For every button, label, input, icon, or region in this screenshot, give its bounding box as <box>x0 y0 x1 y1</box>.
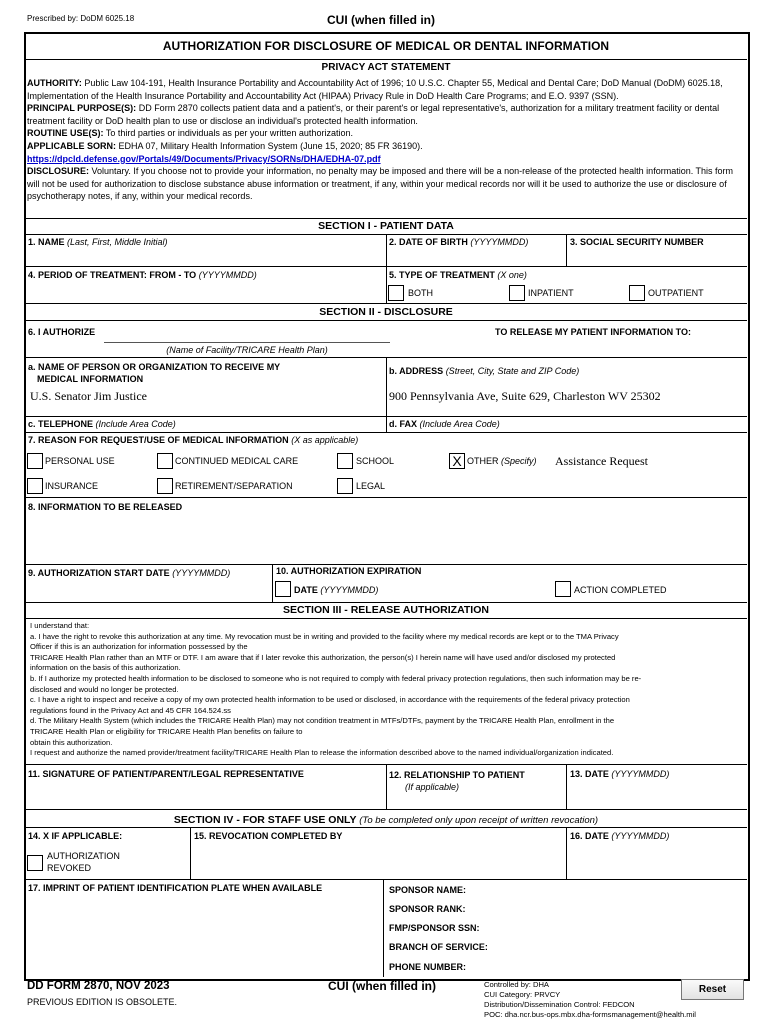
facility-hint: (Name of Facility/TRICARE Health Plan) <box>166 345 328 355</box>
revocation-label: 15. REVOCATION COMPLETED BY <box>194 831 343 841</box>
sorn-link[interactable]: https://dpcld.defense.gov/Portals/49/Documents/Privacy/SORNs/DHA/EDHA-07.pdf <box>27 153 381 164</box>
disclosure-text: Voluntary. If you choose not to provide your information, no penalty may be imposed and there will be a non-release of the protected health information. This form will not be used for authorization to disclose substance abuse information or treatment, if any, within your medical records nor will it be used to authorize the use or disclosure of psychotherapy notes, if any, within your medical records. <box>27 166 734 202</box>
reset-button[interactable]: Reset <box>681 979 744 1000</box>
section-3-heading: SECTION III - RELEASE AUTHORIZATION <box>283 604 489 616</box>
release-text-line: information on the basis of this authorization. <box>30 663 181 673</box>
other-label: OTHER (Specify) <box>467 456 537 466</box>
control-info: Controlled by: DHA CUI Category: PRVCY Distribution/Dissemination Control: FEDCON POC: dha.ncr.bus-ops.mbx.dha-formsmanagement@health.mil <box>484 980 696 1019</box>
info-released-label: 8. INFORMATION TO BE RELEASED <box>28 502 183 512</box>
inpatient-checkbox[interactable] <box>509 285 525 301</box>
sponsor-name-label: SPONSOR NAME: <box>389 885 467 895</box>
form-title: AUTHORIZATION FOR DISCLOSURE OF MEDICAL OR DENTAL INFORMATION <box>162 39 610 53</box>
sponsor-rank-label: SPONSOR RANK: <box>389 904 466 914</box>
date-16-label: 16. DATE (YYYYMMDD) <box>570 831 670 841</box>
release-text-line: I request and authorize the named provider/treatment facility/TRICARE Health Plan to release the information described above to the named individual/organization indicated. <box>30 748 614 758</box>
start-date-label: 9. AUTHORIZATION START DATE (YYYYMMDD) <box>28 568 231 578</box>
release-text-line: regulations found in the Privacy Act and 45 CFR 164.524.ss <box>30 705 231 715</box>
i-authorize-label: 6. I AUTHORIZE <box>28 327 96 337</box>
relationship-label: 12. RELATIONSHIP TO PATIENT (If applicable) <box>389 770 525 792</box>
retirement-label: RETIREMENT/SEPARATION <box>175 481 293 491</box>
release-text-line: TRICARE Health Plan or eligibility for TRICARE Health Plan benefits on failure to <box>30 726 303 736</box>
x-if-applicable-label: 14. X IF APPLICABLE: <box>28 831 123 841</box>
form-id: DD FORM 2870, NOV 2023 <box>27 980 170 992</box>
release-text-line: d. The Military Health System (which includes the TRICARE Health Plan) may not condition treatment in MTFs/DTFs, payment by the TRICARE Health Plan, enrollment in the <box>30 716 615 726</box>
expiration-label: 10. AUTHORIZATION EXPIRATION <box>276 566 422 576</box>
recipient-value[interactable]: U.S. Senator Jim Justice <box>30 389 147 403</box>
school-label: SCHOOL <box>356 456 395 466</box>
authorization-revoked-checkbox[interactable] <box>27 855 43 871</box>
outpatient-checkbox[interactable] <box>629 285 645 301</box>
expiration-date-checkbox[interactable] <box>275 581 291 597</box>
phone-number-label: PHONE NUMBER: <box>389 962 467 972</box>
authority-label: AUTHORITY: <box>27 78 82 88</box>
action-completed-checkbox[interactable] <box>555 581 571 597</box>
legal-checkbox[interactable] <box>337 478 353 494</box>
action-completed-label: ACTION COMPLETED <box>574 585 667 595</box>
release-to-label: TO RELEASE MY PATIENT INFORMATION TO: <box>495 327 692 337</box>
other-x-mark: X <box>452 453 462 469</box>
release-authorization-text <box>30 621 744 759</box>
obsolete-note: PREVIOUS EDITION IS OBSOLETE. <box>27 997 178 1007</box>
other-value[interactable]: Assistance Request <box>555 454 648 468</box>
prescribed-by: Prescribed by: DoDM 6025.18 <box>27 14 135 23</box>
release-text-line: a. I have the right to revoke this authorization at any time. My revocation must be in writing and provided to the facility where my medical records are kept or to the TMA Privacy <box>30 631 619 641</box>
release-text-line: TRICARE Health Plan rather than an MTF or DTF. I am aware that if I later revoke this authorization, the person(s) I herein name will have used and/or disclosed my protected <box>30 652 616 662</box>
ssn-label: 3. SOCIAL SECURITY NUMBER <box>570 237 704 247</box>
imprint-label: 17. IMPRINT OF PATIENT IDENTIFICATION PLATE WHEN AVAILABLE <box>28 883 323 893</box>
disclosure-label: DISCLOSURE: <box>27 166 90 177</box>
type-of-treatment-label: 5. TYPE OF TREATMENT (X one) <box>389 270 527 280</box>
section-2-heading: SECTION II - DISCLOSURE <box>319 306 453 318</box>
insurance-checkbox[interactable] <box>27 478 43 494</box>
purpose-label: PRINCIPAL PURPOSE(S): <box>27 103 137 114</box>
both-label: BOTH <box>408 288 434 298</box>
cui-banner-bottom: CUI (when filled in) <box>328 979 436 993</box>
address-label: b. ADDRESS (Street, City, State and ZIP Code) <box>389 366 580 376</box>
recipient-label: a. NAME OF PERSON OR ORGANIZATION TO RECEIVE MY MEDICAL INFORMATION <box>28 362 281 384</box>
insurance-label: INSURANCE <box>45 481 99 491</box>
reason-label: 7. REASON FOR REQUEST/USE OF MEDICAL INFORMATION (X as applicable) <box>28 435 359 445</box>
release-text-line: c. I have a right to inspect and receive a copy of my own protected health information to be used or disclosed, in accordance with the requirements of the federal privacy protection <box>30 695 630 705</box>
expiration-date-label: DATE (YYYYMMDD) <box>294 585 379 595</box>
both-checkbox[interactable] <box>388 285 404 301</box>
privacy-statement <box>27 77 743 203</box>
period-label: 4. PERIOD OF TREATMENT: FROM - TO (YYYYMMDD) <box>28 270 257 280</box>
continued-care-checkbox[interactable] <box>157 453 173 469</box>
date-13-label: 13. DATE (YYYYMMDD) <box>570 769 670 779</box>
fmp-ssn-label: FMP/SPONSOR SSN: <box>389 923 480 933</box>
purpose-text: DD Form 2870 collects patient data and a patient's, or their parent's or legal representative's, authorization for a military treatment facility or dental treatment facility or DoD health plan to use or disclose an individual's protected health information. <box>27 103 720 126</box>
sorn-label: APPLICABLE SORN: <box>27 140 117 151</box>
release-text-line: disclosed and would no longer be protected. <box>30 684 179 694</box>
school-checkbox[interactable] <box>337 453 353 469</box>
retirement-checkbox[interactable] <box>157 478 173 494</box>
dob-label: 2. DATE OF BIRTH (YYYYMMDD) <box>389 237 529 247</box>
legal-label: LEGAL <box>356 481 386 491</box>
authorization-revoked-label: AUTHORIZATION REVOKED <box>47 851 120 873</box>
release-text-line: b. If I authorize my protected health information to be disclosed to someone who is not required to comply with federal privacy protection regulations, then such information may be re- <box>30 673 642 683</box>
release-text-line: Officer if this is an authorization for information possessed by the <box>30 642 248 652</box>
cui-banner-top: CUI (when filled in) <box>327 13 435 27</box>
branch-label: BRANCH OF SERVICE: <box>389 942 488 952</box>
sorn-text: EDHA 07, Military Health Information System (June 15, 2020; 85 FR 36190). <box>116 140 423 151</box>
section-4-heading: SECTION IV - FOR STAFF USE ONLY (To be completed only upon receipt of written revocation) <box>173 814 599 826</box>
personal-use-checkbox[interactable] <box>27 453 43 469</box>
outpatient-label: OUTPATIENT <box>648 288 704 298</box>
telephone-label: c. TELEPHONE (Include Area Code) <box>28 419 176 429</box>
other-checkbox[interactable] <box>449 453 465 469</box>
personal-use-label: PERSONAL USE <box>45 456 115 466</box>
release-text-line: I understand that: <box>30 621 90 630</box>
routine-label: ROUTINE USE(S): <box>27 128 104 139</box>
release-text-line: obtain this authorization. <box>30 737 113 747</box>
routine-text: To third parties or individuals as per your written authorization. <box>103 128 353 139</box>
address-value[interactable]: 900 Pennsylvania Ave, Suite 629, Charleston WV 25302 <box>389 389 661 403</box>
fax-label: d. FAX (Include Area Code) <box>389 419 500 429</box>
continued-care-label: CONTINUED MEDICAL CARE <box>175 456 299 466</box>
privacy-heading: PRIVACY ACT STATEMENT <box>321 62 451 73</box>
section-1-heading: SECTION I - PATIENT DATA <box>318 220 454 232</box>
signature-label: 11. SIGNATURE OF PATIENT/PARENT/LEGAL REPRESENTATIVE <box>28 769 304 779</box>
name-label: 1. NAME (Last, First, Middle Initial) <box>28 237 168 247</box>
inpatient-label: INPATIENT <box>528 288 574 298</box>
authority-text: Public Law 104-191, Health Insurance Portability and Accountability Act of 1996; 10 U.S.C. Chapter 55, Medical and Dental Care; DoD Manual (DoDM) 6025.18, Implementation of the Health Insurance Portability and Accountability Act (HIPAA) Privacy Rule in DoD Health Care Programs; and E.O. 9397 (SSN). <box>27 78 723 101</box>
